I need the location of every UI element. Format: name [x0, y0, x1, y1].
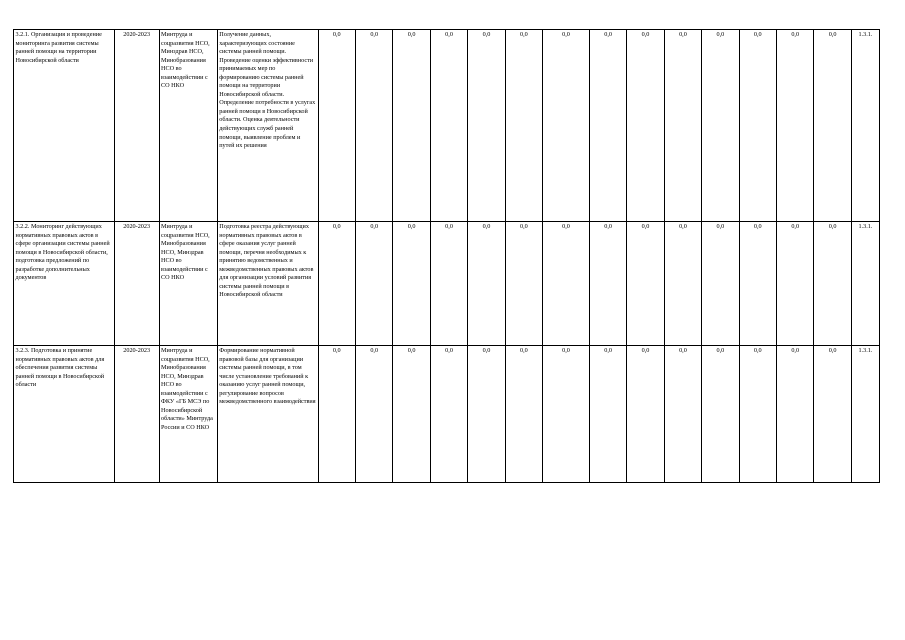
measure-period: 2020-2023 — [114, 346, 159, 483]
funding-value: 0,0 — [702, 346, 739, 483]
funding-value: 0,0 — [505, 346, 542, 483]
funding-value: 0,0 — [776, 30, 813, 222]
funding-value: 0,0 — [430, 346, 467, 483]
measure-result: Формирование нормативной правовой базы для организации системы ранней помощи, в том числе установление требований к оказанию услуг ранней помощи, регулирование вопросов межведомственного взаимодействия — [217, 346, 318, 483]
funding-value: 0,0 — [664, 222, 701, 346]
funding-value: 0,0 — [739, 222, 776, 346]
funding-value: 0,0 — [739, 346, 776, 483]
funding-value: 0,0 — [543, 30, 590, 222]
funding-value: 0,0 — [664, 30, 701, 222]
funding-value: 0,0 — [430, 222, 467, 346]
funding-value: 0,0 — [355, 30, 392, 222]
funding-value: 0,0 — [543, 222, 590, 346]
indicator-code: 1.3.1. — [851, 346, 879, 483]
table-row — [14, 222, 880, 346]
funding-value: 0,0 — [468, 222, 505, 346]
funding-value: 0,0 — [627, 346, 664, 483]
funding-value: 0,0 — [468, 346, 505, 483]
funding-value: 0,0 — [664, 346, 701, 483]
funding-value: 0,0 — [814, 346, 851, 483]
measure-name: 3.2.2. Мониторинг действующих нормативных правовых актов в сфере организации системы ранней помощи в Новосибирской области, подготовка предложений по разработке дополнительных документов — [14, 222, 115, 346]
funding-value: 0,0 — [627, 222, 664, 346]
funding-value: 0,0 — [505, 30, 542, 222]
measure-name: 3.2.1. Организация и проведение мониторинга развития системы ранней помощи на территории Новосибирской области — [14, 30, 115, 222]
table-row — [14, 30, 880, 222]
indicator-code: 1.3.1. — [851, 30, 879, 222]
measure-result: Подготовка реестра действующих нормативных правовых актов в сфере оказания услуг ранней помощи, перечня необходимых к принятию ведомственных и межведомственных правовых актов для организации условий развития системы ранней помощи в Новосибирской области — [217, 222, 318, 346]
funding-value: 0,0 — [589, 30, 626, 222]
measure-executors: Минтруда и соцразвития НСО, Минобразования НСО, Минздрав НСО во взаимодействии с ФКУ «ГБ МСЭ по Новосибирской области» Минтруда России и СО НКО — [159, 346, 217, 483]
funding-value: 0,0 — [430, 30, 467, 222]
funding-value: 0,0 — [589, 222, 626, 346]
funding-value: 0,0 — [393, 346, 430, 483]
funding-value: 0,0 — [318, 346, 355, 483]
funding-value: 0,0 — [468, 30, 505, 222]
indicator-code: 1.3.1. — [851, 222, 879, 346]
measure-result: Получение данных, характеризующих состояние системы ранней помощи. Проведение оценки эффективности принимаемых мер по формированию системы ранней помощи на территории Новосибирской области. Определение потребности в услугах ранней помощи в Новосибирской области. Оценка деятельности действующих служб ранней помощи, выявление проблем и путей их решения — [217, 30, 318, 222]
funding-value: 0,0 — [505, 222, 542, 346]
funding-value: 0,0 — [355, 222, 392, 346]
funding-value: 0,0 — [355, 346, 392, 483]
funding-value: 0,0 — [702, 222, 739, 346]
measure-executors: Минтруда и соцразвития НСО, Минобразования НСО, Минздрав НСО во взаимодействии с СО НКО — [159, 222, 217, 346]
measure-name: 3.2.3. Подготовка и принятие нормативных правовых актов для обеспечения развития системы ранней помощи в Новосибирской области — [14, 346, 115, 483]
funding-value: 0,0 — [776, 346, 813, 483]
funding-value: 0,0 — [627, 30, 664, 222]
funding-value: 0,0 — [814, 222, 851, 346]
measure-period: 2020-2023 — [114, 222, 159, 346]
funding-value: 0,0 — [393, 30, 430, 222]
measure-period: 2020-2023 — [114, 30, 159, 222]
funding-value: 0,0 — [739, 30, 776, 222]
funding-value: 0,0 — [318, 30, 355, 222]
funding-value: 0,0 — [814, 30, 851, 222]
measure-executors: Минтруда и соцразвития НСО, Минздрав НСО, Минобразования НСО во взаимодействии с СО НКО — [159, 30, 217, 222]
funding-value: 0,0 — [393, 222, 430, 346]
funding-value: 0,0 — [589, 346, 626, 483]
funding-value: 0,0 — [776, 222, 813, 346]
funding-value: 0,0 — [702, 30, 739, 222]
table-row — [14, 346, 880, 483]
funding-value: 0,0 — [318, 222, 355, 346]
funding-value: 0,0 — [543, 346, 590, 483]
measures-table — [13, 29, 880, 483]
